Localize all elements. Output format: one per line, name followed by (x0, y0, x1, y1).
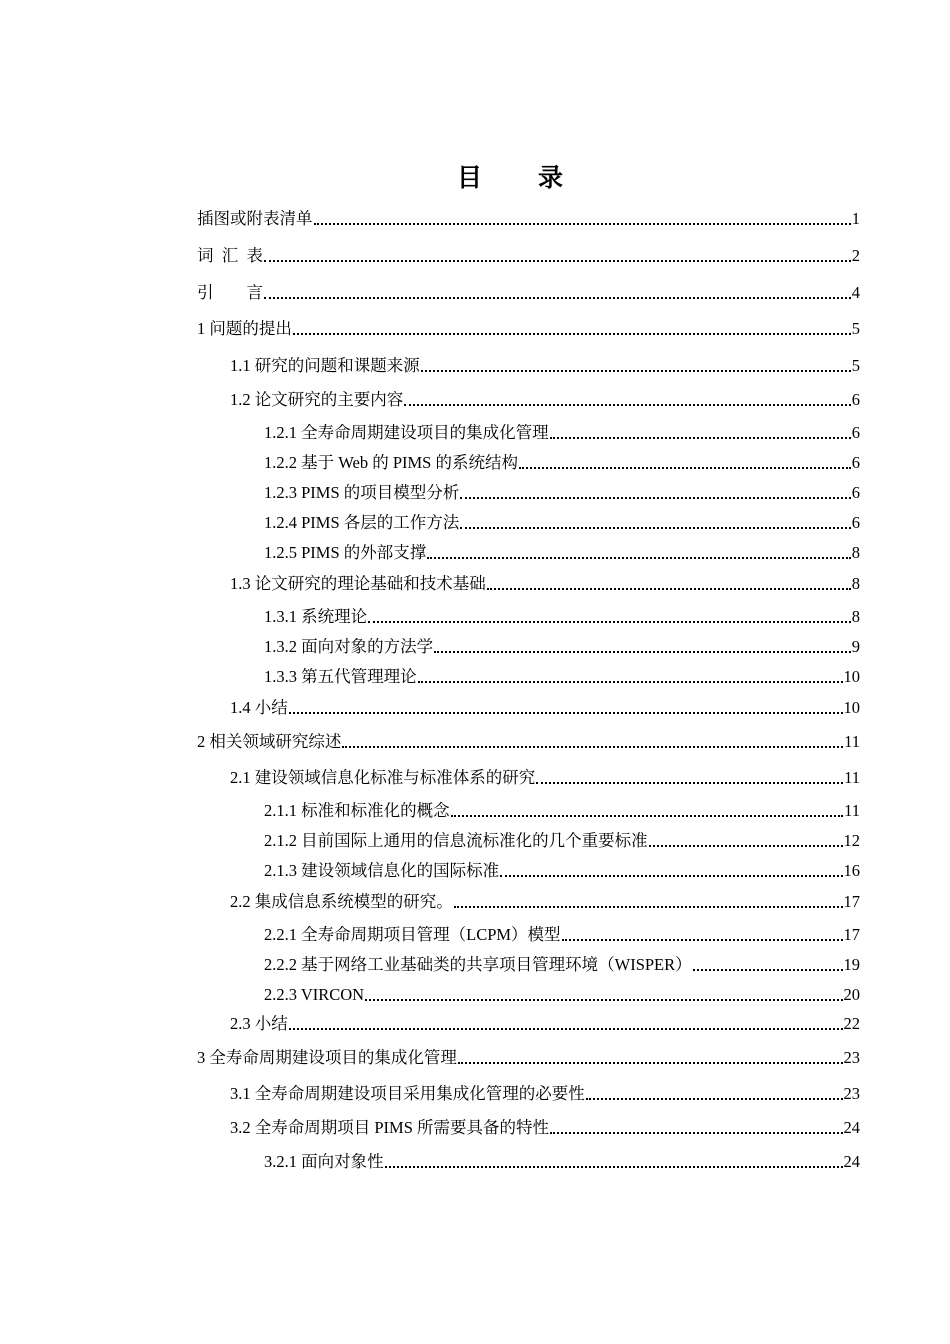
toc-entry-label: 1.4 小结 (230, 698, 288, 717)
dot-leader (550, 437, 851, 439)
dot-leader (693, 969, 843, 971)
dot-leader (550, 1132, 842, 1134)
toc-entry-page: 11 (844, 732, 860, 751)
dot-leader (264, 260, 851, 262)
toc-entry[interactable] (264, 799, 860, 823)
toc-entry-label: 2.2.2 基于网络工业基础类的共享项目管理环境（WISPER） (264, 955, 692, 974)
toc-entry-page: 6 (851, 513, 860, 532)
toc-entry-label: 3.2 全寿命周期项目 PIMS 所需要具备的特性 (230, 1118, 550, 1137)
toc-entry-label: 2.3 小结 (230, 1014, 288, 1033)
dot-leader (460, 497, 850, 499)
page-title (0, 158, 950, 194)
toc-entry-page: 2 (851, 246, 860, 265)
toc-entry-label: 插图或附表清单 (197, 209, 313, 228)
toc-entry-page: 12 (843, 831, 860, 850)
title-char-2: 录 (538, 165, 564, 192)
toc-entry-label: 1.2.5 PIMS 的外部支撑 (264, 543, 427, 562)
dot-leader (562, 939, 843, 941)
toc-entry[interactable] (264, 605, 860, 629)
toc-entry[interactable] (264, 953, 860, 977)
toc-entry[interactable] (264, 635, 860, 659)
toc-entry-label: 1.2.2 基于 Web 的 PIMS 的系统结构 (264, 453, 518, 472)
toc-entry[interactable] (197, 281, 860, 305)
dot-leader (385, 1166, 843, 1168)
toc-entry[interactable] (230, 890, 860, 914)
title-char-1: 目 (456, 165, 482, 192)
toc-entry-label: 2.1 建设领域信息化标准与标准体系的研究 (230, 768, 536, 787)
dot-leader (293, 333, 851, 335)
toc-entry-page: 23 (843, 1084, 860, 1103)
dot-leader (536, 782, 843, 784)
dot-leader (500, 875, 842, 877)
toc-entry[interactable] (264, 481, 860, 505)
toc-entry-label: 3 全寿命周期建设项目的集成化管理 (197, 1048, 457, 1067)
toc-entry-page: 19 (843, 955, 860, 974)
dot-leader (458, 1062, 843, 1064)
toc-entry-label: 1.2.4 PIMS 各层的工作方法 (264, 513, 460, 532)
toc-entry-label: 2.2.3 VIRCON (264, 985, 365, 1004)
toc-entry-label: 1.2.3 PIMS 的项目模型分析 (264, 483, 460, 502)
toc-entry[interactable] (264, 829, 860, 853)
dot-leader (421, 370, 851, 372)
toc-entry-page: 11 (844, 768, 860, 787)
toc-entry-page: 20 (843, 985, 860, 1004)
dot-leader (342, 746, 843, 748)
dot-leader (454, 906, 843, 908)
toc-entry-page: 17 (843, 925, 860, 944)
toc-entry-page: 16 (843, 861, 860, 880)
toc-entry-page: 8 (851, 543, 860, 562)
dot-leader (649, 845, 843, 847)
toc-entry[interactable] (264, 421, 860, 445)
toc-entry[interactable] (197, 730, 860, 754)
toc-entry-page: 17 (843, 892, 860, 911)
toc-entry-page: 4 (851, 283, 860, 302)
toc-entry-label: 3.1 全寿命周期建设项目采用集成化管理的必要性 (230, 1084, 585, 1103)
toc-entry-page: 6 (851, 483, 860, 502)
toc-entry-page: 5 (851, 356, 860, 375)
toc-entry-label: 引 言 (197, 283, 263, 302)
toc-entry[interactable] (197, 207, 860, 231)
toc-entry-label: 1.3.3 第五代管理理论 (264, 667, 417, 686)
toc-entry-page: 11 (844, 801, 860, 820)
dot-leader (434, 651, 851, 653)
toc-entry-label: 2.2.1 全寿命周期项目管理（LCPM）模型 (264, 925, 561, 944)
toc-entry-page: 8 (851, 607, 860, 626)
toc-entry-label: 1.1 研究的问题和课题来源 (230, 356, 420, 375)
toc-entry-label: 2.1.1 标准和标准化的概念 (264, 801, 450, 820)
toc-entry-label: 1.3.1 系统理论 (264, 607, 368, 626)
toc-entry[interactable] (230, 354, 860, 378)
toc-entry-page: 9 (851, 637, 860, 656)
toc-entry[interactable] (230, 1116, 860, 1140)
toc-entry-label: 词 汇 表 (197, 246, 263, 265)
dot-leader (586, 1098, 843, 1100)
toc-entry-page: 10 (843, 698, 860, 717)
toc-entry[interactable] (230, 1012, 860, 1036)
toc-entry-page: 1 (851, 209, 860, 228)
toc-entry-page: 24 (843, 1118, 860, 1137)
toc-entry[interactable] (230, 696, 860, 720)
toc-entry-label: 2.1.2 目前国际上通用的信息流标准化的几个重要标准 (264, 831, 648, 850)
toc-entry[interactable] (264, 983, 860, 1007)
dot-leader (404, 404, 851, 406)
toc-entry-label: 1.2 论文研究的主要内容 (230, 390, 404, 409)
toc-entry[interactable] (264, 859, 860, 883)
toc-entry-page: 22 (843, 1014, 860, 1033)
toc-entry-page: 5 (851, 319, 860, 338)
toc-entry-page: 23 (843, 1048, 860, 1067)
toc-entry-label: 1.2.1 全寿命周期建设项目的集成化管理 (264, 423, 549, 442)
toc-entry[interactable] (230, 572, 860, 596)
toc-entry-label: 3.2.1 面向对象性 (264, 1152, 384, 1171)
dot-leader (519, 467, 851, 469)
toc-entry[interactable] (264, 451, 860, 475)
toc-entry-label: 2 相关领域研究综述 (197, 732, 342, 751)
dot-leader (314, 223, 851, 225)
toc-entry[interactable] (230, 1082, 860, 1106)
toc-entry-page: 24 (843, 1152, 860, 1171)
dot-leader (264, 297, 851, 299)
toc-entry-page: 6 (851, 453, 860, 472)
toc-entry-page: 10 (843, 667, 860, 686)
toc-entry-label: 2.1.3 建设领域信息化的国际标准 (264, 861, 500, 880)
toc-entry[interactable] (197, 1046, 860, 1070)
dot-leader (460, 527, 850, 529)
toc-entry[interactable] (264, 923, 860, 947)
toc-entry-page: 8 (851, 574, 860, 593)
dot-leader (418, 681, 843, 683)
toc-entry[interactable] (264, 541, 860, 565)
dot-leader (451, 815, 843, 817)
toc-entry[interactable] (230, 766, 860, 790)
toc-entry[interactable] (264, 665, 860, 689)
toc-entry-page: 6 (851, 390, 860, 409)
dot-leader (487, 588, 851, 590)
toc-entry-label: 1.3 论文研究的理论基础和技术基础 (230, 574, 486, 593)
toc-entry[interactable] (197, 244, 860, 268)
toc-entry[interactable] (197, 317, 860, 341)
toc-entry-label: 1 问题的提出 (197, 319, 292, 338)
toc-entry-label: 2.2 集成信息系统模型的研究。 (230, 892, 453, 911)
dot-leader (368, 621, 851, 623)
dot-leader (289, 712, 843, 714)
toc-entry[interactable] (230, 388, 860, 412)
toc-entry-label: 1.3.2 面向对象的方法学 (264, 637, 434, 656)
toc-entry-page: 6 (851, 423, 860, 442)
dot-leader (427, 557, 850, 559)
dot-leader (365, 999, 842, 1001)
toc-entry[interactable] (264, 1150, 860, 1174)
toc-entry[interactable] (264, 511, 860, 535)
dot-leader (289, 1028, 843, 1030)
